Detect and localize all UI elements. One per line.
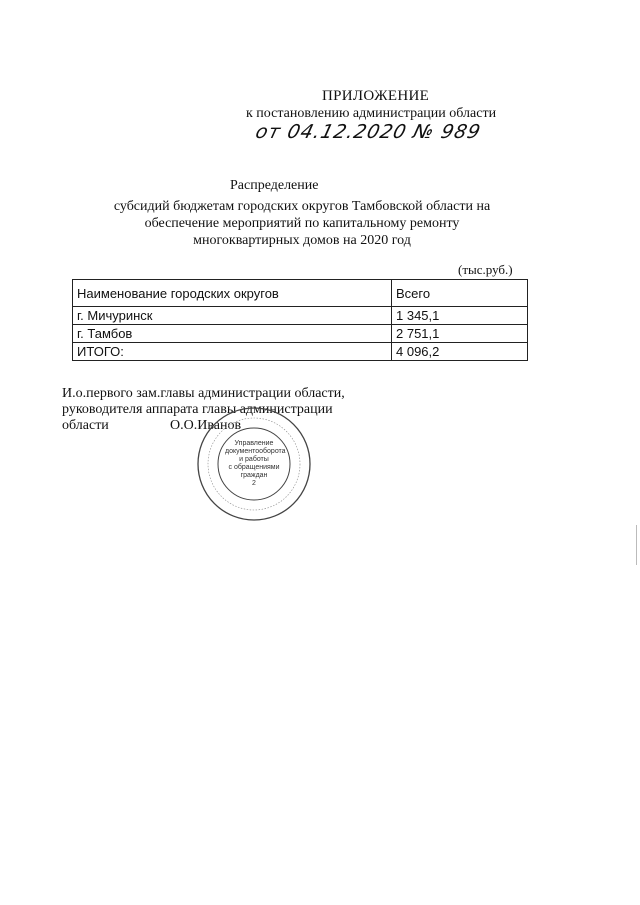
distribution-table [72, 279, 528, 361]
row-name: г. Тамбов [73, 325, 392, 343]
stamp-line: Управление [234, 440, 274, 447]
stamp-line: и работы [239, 456, 269, 463]
signatory-name: О.О.Иванов [170, 418, 242, 433]
stamp-line: граждан [240, 472, 268, 479]
stamp-line: с обращениями [228, 464, 280, 471]
table-row [73, 307, 528, 325]
table-total-row [73, 343, 528, 361]
total-label: ИТОГО: [73, 343, 392, 361]
row-name: г. Мичуринск [73, 307, 392, 325]
signatory-line-3: области [62, 418, 109, 433]
document-title: Распределение [230, 178, 319, 193]
stamp-center-text [225, 440, 286, 488]
row-value: 2 751,1 [392, 325, 528, 343]
document-description-line-3: многоквартирных домов на 2020 год [193, 233, 411, 248]
signatory-line-1: И.о.первого зам.главы администрации области, [62, 386, 345, 401]
document-description-line-1: субсидий бюджетам городских округов Тамбовской области на [113, 199, 491, 214]
column-header-total: Всего [392, 280, 528, 307]
stamp-line: документооборота [225, 448, 286, 455]
table-header-row [73, 280, 528, 307]
column-header-name: Наименование городских округов [73, 280, 392, 307]
signatory-line-2: руководителя аппарата главы администрации [62, 402, 333, 417]
row-value: 1 345,1 [392, 307, 528, 325]
unit-label: (тыс.руб.) [458, 262, 513, 277]
table-row [73, 325, 528, 343]
appendix-title: ПРИЛОЖЕНИЕ [322, 88, 430, 104]
total-value: 4 096,2 [392, 343, 528, 361]
stamp-line: 2 [252, 480, 256, 487]
handwritten-date-number: от 04.12.2020 № 989 [253, 121, 484, 143]
scan-edge-mark [636, 525, 637, 565]
document-description-line-2: обеспечение мероприятий по капитальному ремонту [144, 216, 460, 231]
appendix-subtitle: к постановлению администрации области [246, 106, 497, 121]
